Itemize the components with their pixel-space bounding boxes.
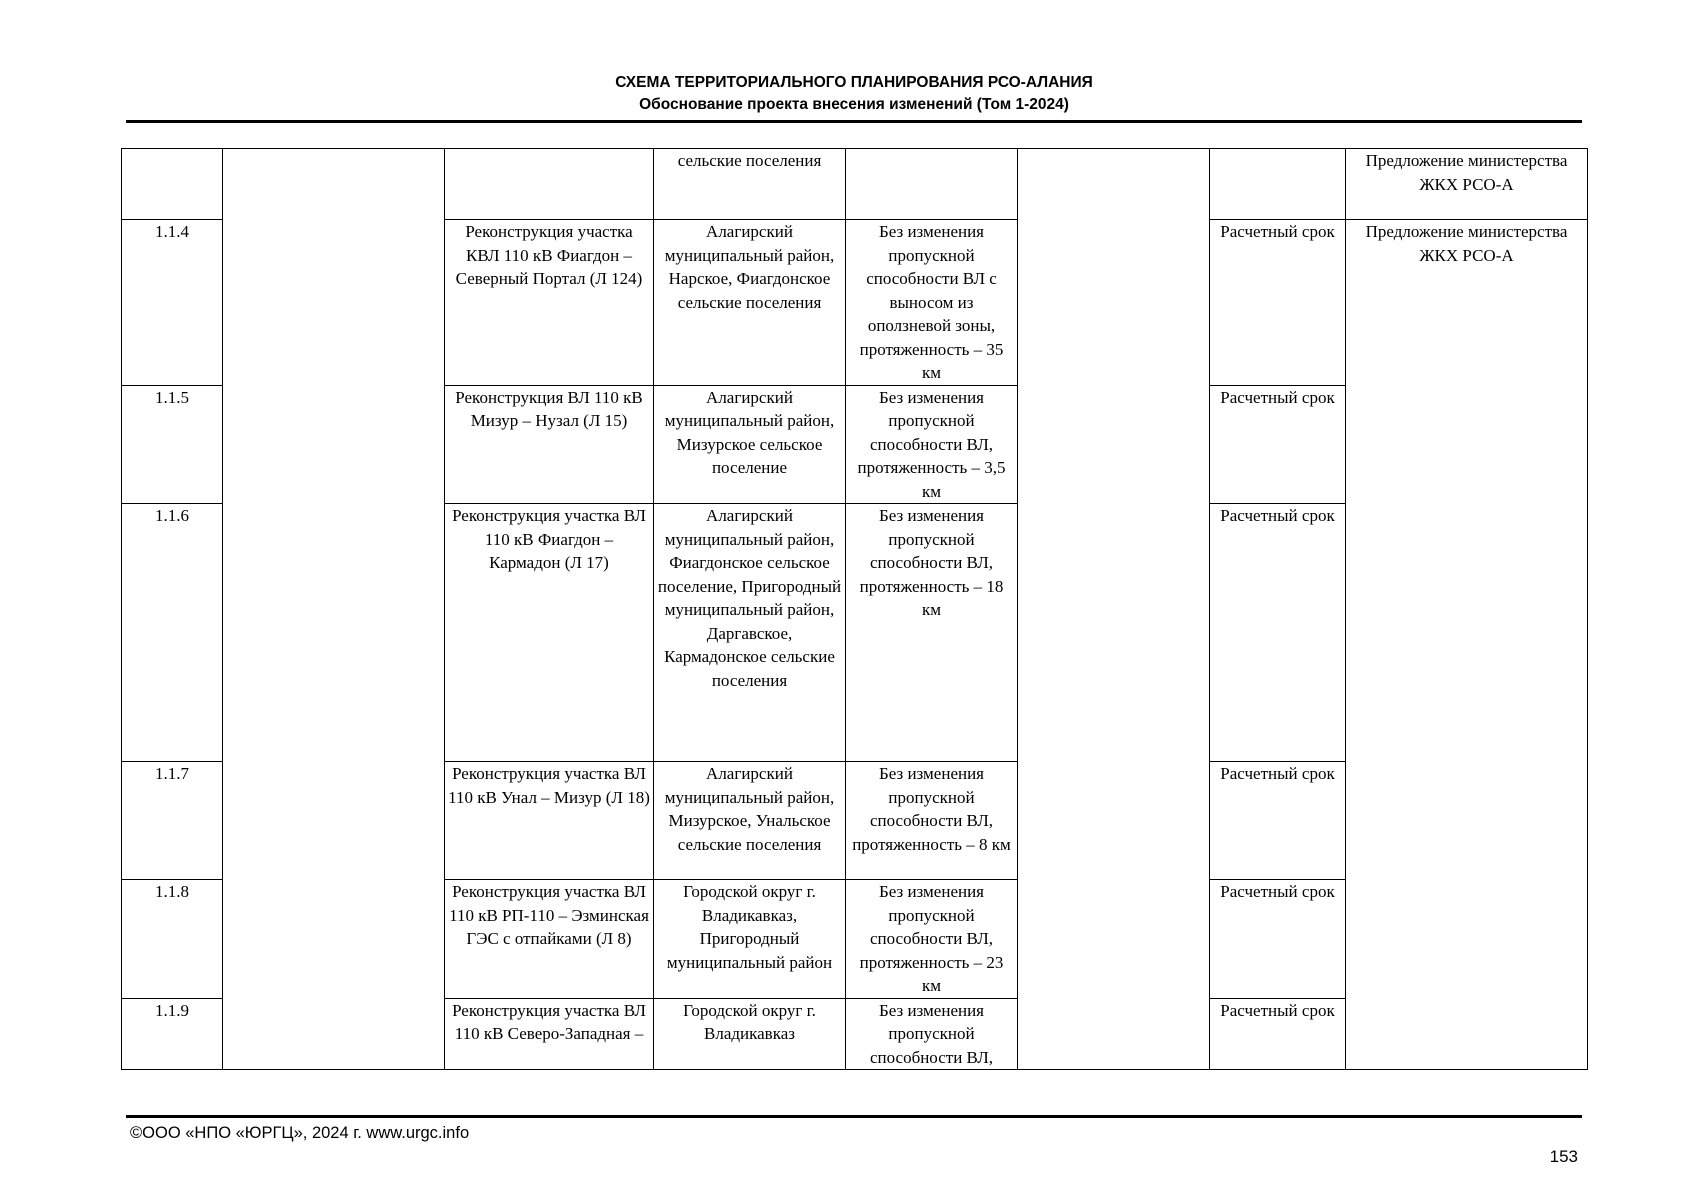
cell-characteristics: Без изменения пропускной способности ВЛ, протяженность – 3,5 км	[846, 385, 1018, 504]
cell-num	[122, 149, 223, 220]
document-subtitle: Обоснование проекта внесения изменений (Том 1-2024)	[639, 96, 1069, 113]
cell-num: 1.1.5	[122, 385, 223, 504]
cell-num: 1.1.9	[122, 998, 223, 1070]
cell-source: Предложение министерства ЖКХ РСО-А	[1346, 220, 1588, 1070]
cell-name: Реконструкция участка ВЛ 110 кВ РП-110 – Эзминская ГЭС с отпайками (Л 8)	[445, 880, 654, 999]
cell-blank	[223, 149, 445, 1070]
cell-blank	[1018, 149, 1210, 1070]
cell-term: Расчетный срок	[1210, 385, 1346, 504]
cell-name: Реконструкция участка КВЛ 110 кВ Фиагдон – Северный Портал (Л 124)	[445, 220, 654, 386]
cell-name: Реконструкция участка ВЛ 110 кВ Северо-Западная –	[445, 998, 654, 1070]
cell-term: Расчетный срок	[1210, 880, 1346, 999]
cell-name: Реконструкция участка ВЛ 110 кВ Унал – Мизур (Л 18)	[445, 762, 654, 880]
cell-term: Расчетный срок	[1210, 998, 1346, 1070]
cell-characteristics: Без изменения пропускной способности ВЛ,	[846, 998, 1018, 1070]
cell-term: Расчетный срок	[1210, 762, 1346, 880]
cell-term: Расчетный срок	[1210, 504, 1346, 762]
cell-name: Реконструкция ВЛ 110 кВ Мизур – Нузал (Л 15)	[445, 385, 654, 504]
cell-num: 1.1.7	[122, 762, 223, 880]
cell-characteristics: Без изменения пропускной способности ВЛ, протяженность – 18 км	[846, 504, 1018, 762]
cell-name	[445, 149, 654, 220]
cell-term: Расчетный срок	[1210, 220, 1346, 386]
document-title: СХЕМА ТЕРРИТОРИАЛЬНОГО ПЛАНИРОВАНИЯ РСО-АЛАНИЯ	[615, 74, 1093, 91]
page-header	[126, 72, 1582, 116]
table-row	[122, 149, 1588, 220]
cell-name: Реконструкция участка ВЛ 110 кВ Фиагдон – Кармадон (Л 17)	[445, 504, 654, 762]
footer-copyright: ©ООО «НПО «ЮРГЦ», 2024 г. www.urgc.info	[130, 1124, 470, 1142]
cell-characteristics: Без изменения пропускной способности ВЛ с выносом из оползневой зоны, протяженность – 35 км	[846, 220, 1018, 386]
cell-location: Алагирский муниципальный район, Нарское, Фиагдонское сельские поселения	[654, 220, 846, 386]
cell-location: Городской округ г. Владикавказ	[654, 998, 846, 1070]
objects-table	[121, 148, 1588, 1070]
cell-term	[1210, 149, 1346, 220]
cell-characteristics	[846, 149, 1018, 220]
cell-location: Алагирский муниципальный район, Мизурское сельское поселение	[654, 385, 846, 504]
footer-divider	[126, 1115, 1582, 1118]
cell-num: 1.1.4	[122, 220, 223, 386]
page-number: 153	[1549, 1147, 1578, 1166]
cell-location: Городской округ г. Владикавказ, Пригородный муниципальный район	[654, 880, 846, 999]
cell-source: Предложение министерства ЖКХ РСО-А	[1346, 149, 1588, 220]
cell-num: 1.1.6	[122, 504, 223, 762]
cell-location: Алагирский муниципальный район, Фиагдонское сельское поселение, Пригородный муниципальный район, Даргавское, Кармадонское сельские поселения	[654, 504, 846, 762]
cell-location: сельские поселения	[654, 149, 846, 220]
cell-characteristics: Без изменения пропускной способности ВЛ, протяженность – 23 км	[846, 880, 1018, 999]
cell-characteristics: Без изменения пропускной способности ВЛ, протяженность – 8 км	[846, 762, 1018, 880]
cell-num: 1.1.8	[122, 880, 223, 999]
header-divider	[126, 120, 1582, 123]
cell-location: Алагирский муниципальный район, Мизурское, Унальское сельские поселения	[654, 762, 846, 880]
